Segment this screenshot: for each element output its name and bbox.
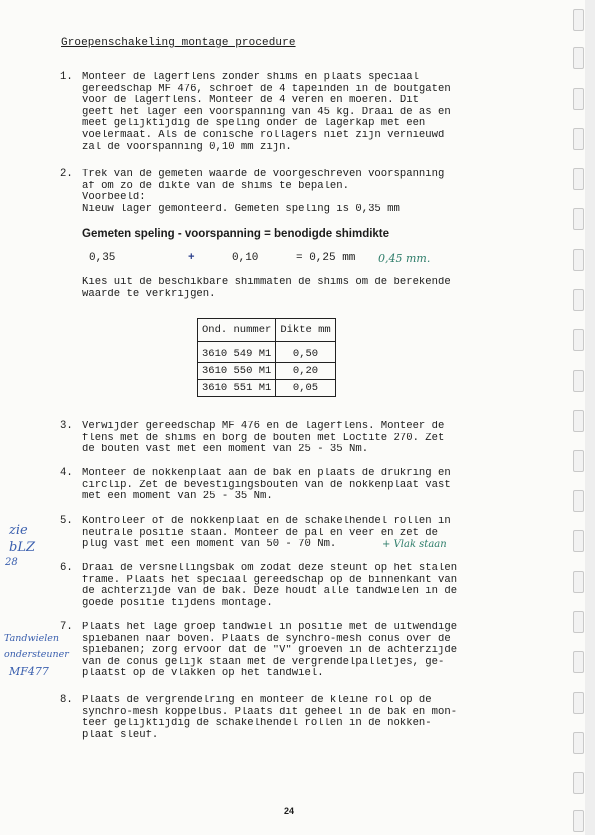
table-cell: 0,50	[276, 342, 335, 363]
step-text	[82, 622, 520, 680]
calc-result: = 0,25 mm	[296, 252, 356, 264]
text-line: met een moment van 25 - 35 Nm.	[82, 491, 273, 503]
table-row	[198, 363, 336, 380]
text-line: frame. Plaats het speciaal gereedschap op de binnenkant van	[82, 574, 458, 586]
table-header-row	[198, 319, 336, 342]
text-line: neutrale positie staan. Monteer de pal en veer en zet de	[82, 527, 439, 539]
binder-hole	[573, 732, 584, 754]
step-number: 3.	[60, 420, 73, 432]
step-text	[82, 72, 520, 153]
step-number: 2.	[60, 168, 73, 180]
text-line: van de conus gelijk staan met de vergrendelpalletjes, ge-	[82, 656, 445, 668]
binder-hole	[573, 249, 584, 271]
calc-speling: 0,35	[89, 252, 116, 264]
text-line: plaat sleuf.	[82, 729, 159, 741]
text-line: Draai de versnellingsbak om zodat deze steunt op het stalen	[82, 563, 458, 574]
text-line: Monteer de nokkenplaat aan de bak en plaats de drukring en	[82, 468, 451, 479]
handwritten-margin-zie: zie	[9, 523, 28, 538]
binder-hole	[573, 692, 584, 714]
handwritten-margin-tool-2: ondersteuner	[4, 649, 69, 660]
column-header: Dikte mm	[276, 319, 335, 342]
text-line: gereedschap MF 476, schroef de 4 tapeinden in de boutgaten	[82, 83, 451, 95]
binder-hole	[573, 530, 584, 552]
shim-formula: Gemeten speling - voorspanning = benodigde shimdikte	[82, 228, 390, 240]
example-label: Voorbeeld:	[82, 192, 146, 204]
step-text	[82, 516, 520, 551]
binder-hole	[573, 410, 584, 432]
text-line: Plaats de vergrendelring en monteer de kleine rol op de	[82, 695, 432, 706]
shim-table	[197, 318, 336, 397]
binder-hole	[573, 450, 584, 472]
text-line: Kies uit de beschikbare shimmaten de shims om de berekende	[82, 277, 451, 288]
handwritten-margin-tool-1: Tandwielen	[4, 633, 60, 644]
step-text	[82, 695, 520, 741]
table-row	[198, 342, 336, 363]
table-cell: 3610 549 M1	[198, 342, 276, 363]
step-number: 8.	[60, 694, 73, 706]
page-number: 24	[284, 806, 295, 816]
text-line: spiebanen naar boven. Plaats de synchro-mesh conus over de	[82, 633, 451, 645]
handwritten-calc-note: 0,45 mm.	[378, 252, 431, 265]
step-text	[82, 421, 520, 456]
step-number: 5.	[60, 515, 73, 527]
text-line: Verwijder gereedschap MF 476 en de lagerflens. Monteer de	[82, 421, 445, 432]
text-line: meet gelijktijdig de speling onder de lagerkap met een	[82, 118, 426, 130]
text-line: goede positie tijdens montage.	[82, 597, 273, 609]
text-line: Trek van de gemeten waarde de voorgeschreven voorspanning	[82, 169, 445, 180]
binder-hole	[573, 128, 584, 150]
binder-hole	[573, 810, 584, 832]
binder-hole	[573, 370, 584, 392]
text-line: voor de lagerflens. Monteer de 4 veren en moeren. Dit	[82, 95, 419, 107]
binder-hole	[573, 168, 584, 190]
binder-hole	[573, 611, 584, 633]
binder-hole	[573, 329, 584, 351]
text-line: voelermaat. Als de conische rollagers niet zijn vernieuwd	[82, 129, 445, 141]
handwritten-margin-tool-3: MF477	[9, 665, 49, 678]
text-line: plaatst op de vlakken op het tandwiel.	[82, 668, 324, 680]
step-number: 6.	[60, 562, 73, 574]
step-text	[82, 468, 520, 503]
calc-operator: +	[188, 252, 195, 264]
step-text	[82, 563, 520, 609]
text-line: teer gelijktijdig de schakelhendel rollen in de nokken-	[82, 718, 432, 730]
text-line: zal de voorspanning 0,10 mm zijn.	[82, 141, 292, 153]
table-cell: 0,20	[276, 363, 335, 380]
binder-hole	[573, 9, 584, 31]
page-edge	[585, 0, 595, 835]
step-number: 7.	[60, 621, 73, 633]
handwritten-margin-blz: bLZ	[9, 540, 35, 555]
text-line: waarde te verkrijgen.	[82, 288, 216, 300]
binder-hole	[573, 88, 584, 110]
table-cell: 0,05	[276, 380, 335, 397]
column-header: Ond. nummer	[198, 319, 276, 342]
binder-hole	[573, 47, 584, 69]
example-line: Nieuw lager gemonteerd. Gemeten speling is 0,35 mm	[82, 203, 400, 215]
text-line: Plaats het lage groep tandwiel in positie met de uitwendige	[82, 622, 458, 633]
binder-hole	[573, 571, 584, 593]
text-line: de achterzijde van de bak. Deze houdt alle tandwielen in de	[82, 586, 458, 598]
handwritten-margin-page: 28	[5, 557, 18, 568]
text-line: circlip. Zet de bevestigingsbouten van de nokkenplaat vast	[82, 479, 451, 491]
binder-hole	[573, 208, 584, 230]
text-line: plug vast met een moment van 50 - 70 Nm.	[82, 539, 337, 551]
calc-voorspanning: 0,10	[232, 252, 259, 264]
handwritten-step5-note: + Vlak staan	[382, 539, 447, 550]
text-line: Kontroleer of de nokkenplaat en de schakelhendel rollen in	[82, 516, 451, 527]
binder-hole	[573, 651, 584, 673]
step-number: 1.	[60, 71, 73, 83]
binder-hole	[573, 490, 584, 512]
step-text	[82, 169, 520, 215]
step-number: 4.	[60, 467, 73, 479]
table-row	[198, 380, 336, 397]
binder-hole	[573, 772, 584, 794]
table-cell: 3610 551 M1	[198, 380, 276, 397]
text-line: flens met de shims en borg de bouten met Loctite 270. Zet	[82, 432, 445, 444]
text-line: synchro-mesh koppelbus. Plaats dit geheel in de bak en mon-	[82, 706, 458, 718]
table-cell: 3610 550 M1	[198, 363, 276, 380]
text-line: af om zo de dikte van de shims te bepalen.	[82, 180, 350, 192]
text-line: spiebanen; zorg ervoor dat de "V" groeven in de achterzijde	[82, 645, 458, 657]
binder-hole	[573, 289, 584, 311]
text-line: geeft het lager een voorspanning van 45 kg. Draai de as en	[82, 106, 451, 118]
page-title: Groepenschakeling montage procedure	[61, 37, 296, 49]
text-line: Monteer de lagerflens zonder shims en plaats speciaal	[82, 72, 419, 83]
text-line: de bouten vast met een moment van 25 - 35 Nm.	[82, 444, 369, 456]
